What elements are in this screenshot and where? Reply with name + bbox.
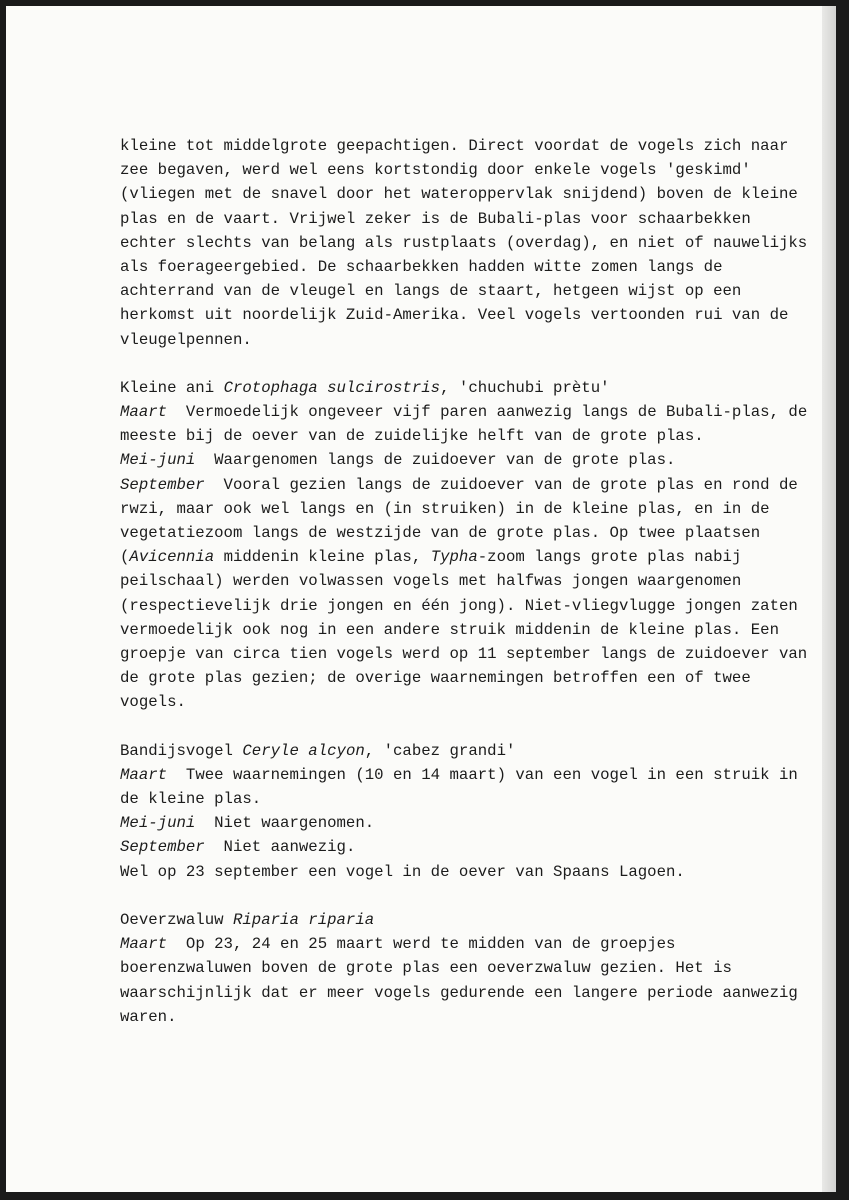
- paragraph-gap: [120, 352, 780, 376]
- text-run: Niet waargenomen.: [195, 814, 375, 833]
- page-edge-shadow: [822, 6, 836, 1192]
- text-line: [120, 328, 780, 352]
- text-run: Bandijsvogel: [120, 741, 243, 760]
- paragraph: [120, 739, 798, 884]
- text-run: als foerageergebied. De schaarbekken hadden witte zomen langs de: [120, 258, 723, 277]
- text-run: vleugelpennen.: [120, 330, 252, 349]
- text-run: , 'chuchubi prètu': [440, 378, 610, 397]
- paragraph: [120, 134, 808, 352]
- text-run: kleine tot middelgrote geepachtigen. Direct voordat de vogels zich naar: [120, 137, 789, 155]
- text-run: (respectievelijk drie jongen en één jong). Niet-vliegvlugge jongen zaten: [120, 596, 798, 615]
- text-line: [120, 642, 808, 666]
- text-line: [120, 158, 780, 182]
- text-line: [120, 594, 798, 618]
- text-run: boerenzwaluwen boven de grote plas een oeverzwaluw gezien. Het is: [120, 959, 732, 978]
- text-run: Op 23, 24 en 25 maart werd te midden van de groepjes: [167, 935, 676, 954]
- paragraph-gap: [120, 715, 780, 739]
- text-line: [120, 231, 808, 255]
- text-run: Waargenomen langs de zuidoever van de grote plas.: [195, 451, 676, 470]
- italic-run: Crotophaga sulcirostris: [223, 378, 441, 397]
- italic-run: September: [120, 838, 205, 857]
- text-run: Oeverzwaluw: [120, 910, 233, 929]
- text-line: [120, 255, 780, 279]
- text-line: [120, 956, 780, 980]
- italic-run: Avicennia: [129, 548, 215, 567]
- italic-run: Mei-juni: [120, 814, 196, 833]
- italic-run: Typha: [430, 548, 478, 567]
- text-run: , 'cabez grandi': [364, 741, 516, 760]
- text-run: echter slechts van belang als rustplaats (overdag), en niet of nauwelijks: [120, 233, 808, 252]
- text-run: (vliegen met de snavel door het wateroppervlak snijdend) boven de kleine: [120, 185, 798, 204]
- text-run: vermoedelijk ook nog in een andere struik middenin de kleine plas. Een: [120, 620, 779, 639]
- text-run: vogels.: [120, 693, 186, 712]
- text-line: [120, 811, 780, 835]
- text-line: [120, 473, 798, 497]
- text-line: [120, 303, 789, 327]
- text-line: [120, 835, 780, 859]
- text-line: [120, 1005, 780, 1029]
- text-run: Vooral gezien langs de zuidoever van de grote plas en rond de: [204, 475, 798, 494]
- text-run: Wel op 23 september een vogel in de oever van Spaans Lagoen.: [120, 862, 685, 881]
- text-run: groepje van circa tien vogels werd op 11 september langs de zuidoever van: [120, 645, 808, 664]
- text-run: vegetatiezoom langs de westzijde van de grote plas. Op twee plaatsen: [120, 524, 761, 543]
- text-run: Vermoedelijk ongeveer vijf paren aanwezig langs de Bubali-plas, de: [167, 403, 808, 422]
- text-line: [120, 787, 780, 811]
- text-run: middenin kleine plas,: [214, 548, 431, 567]
- text-line: [120, 521, 780, 545]
- text-run: herkomst uit noordelijk Zuid-Amerika. Veel vogels vertoonden rui van de: [120, 306, 789, 325]
- text-line: [120, 400, 808, 424]
- text-run: peilschaal) werden volwassen vogels met halfwas jongen waargenomen: [120, 572, 742, 591]
- italic-run: Maart: [120, 765, 168, 784]
- italic-run: Ceryle alcyon: [242, 741, 365, 760]
- text-line: [120, 739, 780, 763]
- text-run: Niet aanwezig.: [204, 838, 356, 857]
- italic-run: Maart: [120, 935, 168, 954]
- text-line: [120, 376, 780, 400]
- text-run: -zoom langs grote plas nabij: [477, 548, 742, 567]
- paragraph-gap: [120, 884, 780, 908]
- text-run: rwzi, maar ook wel langs en (in struiken) in de kleine plas, en in de: [120, 499, 770, 518]
- text-line: [120, 763, 798, 787]
- body-text: [120, 134, 808, 1029]
- text-run: waren.: [120, 1007, 177, 1026]
- text-line: [120, 182, 798, 206]
- text-line: [120, 545, 780, 569]
- text-run: zee begaven, werd wel eens kortstondig door enkele vogels 'geskimd': [120, 161, 751, 180]
- text-run: Kleine ani: [120, 378, 224, 397]
- text-line: [120, 908, 780, 932]
- text-line: [120, 666, 780, 690]
- text-run: Twee waarnemingen (10 en 14 maart) van een vogel in een struik in: [167, 765, 798, 784]
- text-line: [120, 618, 780, 642]
- paragraph: [120, 908, 798, 1029]
- text-line: [120, 569, 780, 593]
- text-line: [120, 860, 780, 884]
- text-run: de kleine plas.: [120, 790, 262, 809]
- text-run: waarschijnlijk dat er meer vogels gedurende een langere periode aanwezig: [120, 983, 798, 1002]
- text-run: de grote plas gezien; de overige waarnemingen betroffen een of twee: [120, 669, 751, 688]
- document-page: [6, 6, 836, 1192]
- italic-run: Riparia riparia: [232, 910, 375, 929]
- text-line: [120, 497, 780, 521]
- italic-run: September: [120, 475, 205, 494]
- italic-run: Maart: [120, 403, 168, 422]
- text-line: [120, 207, 780, 231]
- text-run: achterrand van de vleugel en langs de staart, hetgeen wijst op een: [120, 282, 742, 301]
- text-line: [120, 424, 780, 448]
- text-line: [120, 981, 798, 1005]
- paragraph: [120, 376, 808, 715]
- text-run: plas en de vaart. Vrijwel zeker is de Bubali-plas voor schaarbekken: [120, 209, 751, 228]
- text-line: [120, 690, 780, 714]
- text-line: [120, 932, 780, 956]
- text-line: [120, 134, 789, 158]
- text-line: [120, 448, 780, 472]
- italic-run: Mei-juni: [120, 451, 196, 470]
- text-line: [120, 279, 780, 303]
- text-run: meeste bij de oever van de zuidelijke helft van de grote plas.: [120, 427, 704, 446]
- text-run: (: [120, 548, 130, 567]
